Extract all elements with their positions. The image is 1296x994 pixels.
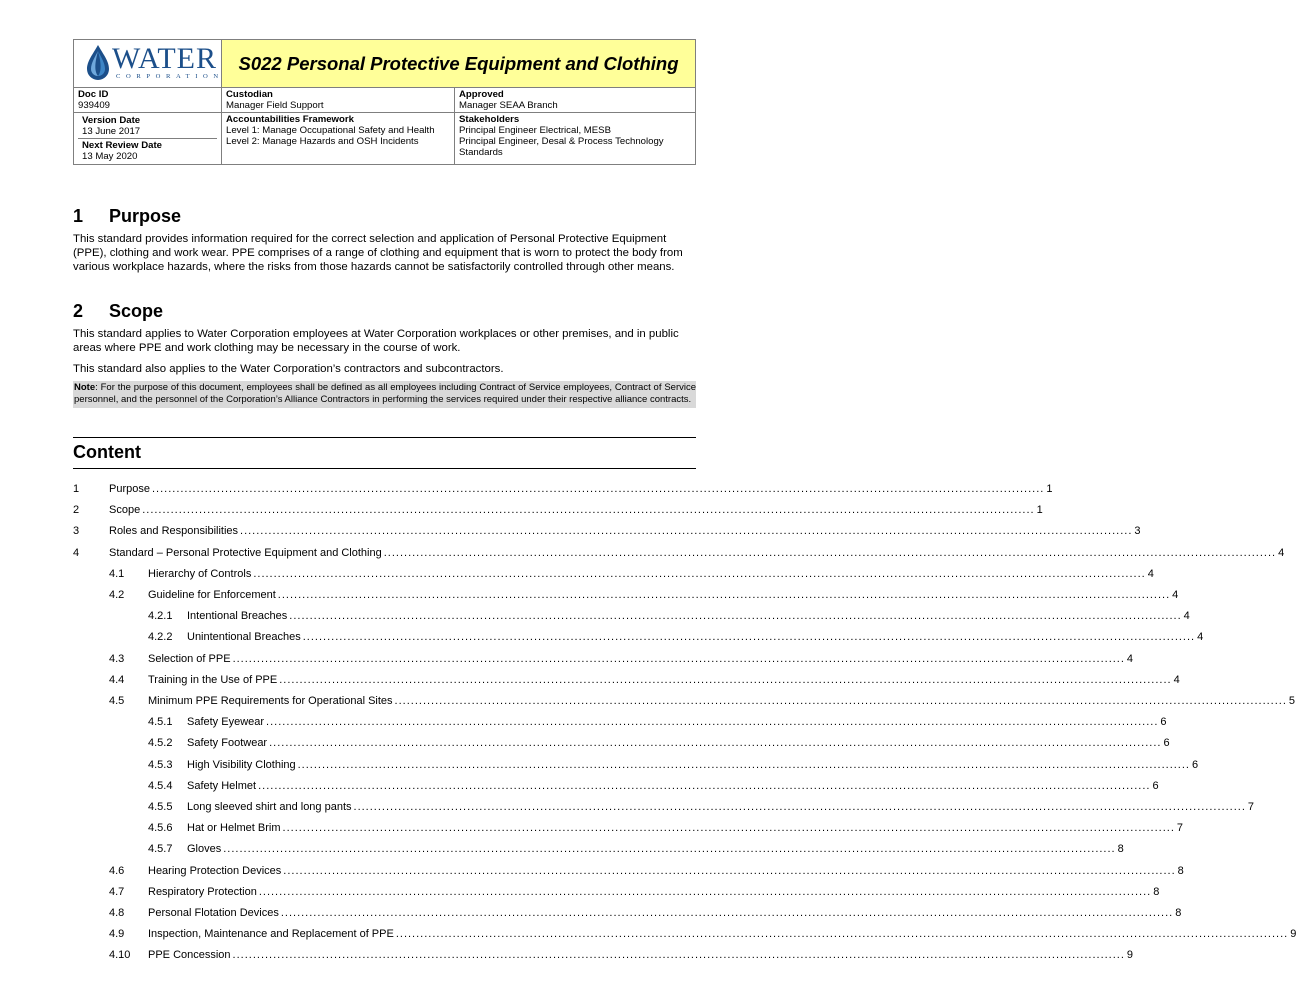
logo-subtitle: CORPORATION xyxy=(116,73,224,80)
toc-entry-title: Safety Footwear xyxy=(187,737,268,750)
toc-entry-4-5-1[interactable] xyxy=(73,715,1167,729)
stakeholder-1: Principal Engineer Electrical, MESB xyxy=(459,125,611,136)
content-heading: Content xyxy=(73,442,141,462)
toc-entry-page: 7 xyxy=(1247,801,1254,813)
toc-entry-title: Selection of PPE xyxy=(148,652,231,665)
toc-entry-page: 6 xyxy=(1152,779,1159,792)
toc-entry-title: Personal Flotation Devices xyxy=(148,907,279,919)
toc-entry-4-5[interactable] xyxy=(73,694,1296,708)
toc-entry-number: 4.8 xyxy=(109,907,125,919)
purpose-text: This standard provides information required for the correct selection and application of Personal Protective Equipment (PPE), clothing and work wear. PPE comprises of a range of clothing and equipment that is worn to protect the body from various workplace hazards, where the risks from those hazards cannot be satisfactorily controlled through other means. xyxy=(73,233,683,273)
doc-id-cell xyxy=(74,88,222,113)
toc-entry-number: 3 xyxy=(73,525,80,538)
toc-entry-title: Scope xyxy=(109,504,141,517)
toc-entry-4-5-5[interactable] xyxy=(73,800,1254,814)
toc-dot-leader: ............................................................................................................................................................................................................................ xyxy=(302,631,1196,644)
toc-entry-title: Hierarchy of Controls xyxy=(148,567,252,580)
document-title-cell xyxy=(222,40,696,88)
toc-dot-leader: ............................................................................................................................................................................................................................ xyxy=(232,652,1125,665)
toc-dot-leader: ............................................................................................................................................................................................................................ xyxy=(258,885,1152,898)
toc-entry-page: 1 xyxy=(1046,483,1053,495)
toc-dot-leader: ............................................................................................................................................................................................................................ xyxy=(353,801,1246,813)
toc-entry-page: 4 xyxy=(1126,652,1134,665)
next-review-label: Next Review Date xyxy=(82,140,162,151)
purpose-title: Purpose xyxy=(109,206,182,226)
toc-dot-leader: ............................................................................................................................................................................................................................ xyxy=(283,864,1176,877)
approved-label: Approved xyxy=(459,89,504,100)
toc-dot-leader: ............................................................................................................................................................................................................................ xyxy=(151,483,1045,495)
toc-entry-title: Respiratory Protection xyxy=(148,885,257,898)
toc-entry-page: 7 xyxy=(1176,822,1184,835)
toc-entry-number: 4.6 xyxy=(109,864,125,877)
scope-text-1: This standard applies to Water Corporation employees at Water Corporation workplaces or other premises, and in public areas where PPE and work clothing may be necessary in the course of work. xyxy=(73,328,679,354)
toc-dot-leader: ............................................................................................................................................................................................................................ xyxy=(383,546,1277,559)
toc-entry-number: 4.7 xyxy=(109,885,125,898)
toc-entry-title: Gloves xyxy=(187,843,222,856)
toc-entry-3[interactable] xyxy=(73,524,1141,538)
toc-entry-4-7[interactable] xyxy=(73,885,1160,899)
doc-id-label: Doc ID xyxy=(78,89,109,100)
approved-value: Manager SEAA Branch xyxy=(459,100,558,111)
toc-dot-leader: ............................................................................................................................................................................................................................ xyxy=(232,949,1125,962)
toc-entry-2[interactable] xyxy=(73,503,1043,517)
toc-entry-page: 8 xyxy=(1177,864,1184,877)
toc-entry-title: High Visibility Clothing xyxy=(187,758,296,771)
toc-entry-page: 5 xyxy=(1288,695,1296,707)
toc-entry-number: 4.5 xyxy=(109,695,125,707)
toc-dot-leader: ............................................................................................................................................................................................................................ xyxy=(269,737,1162,750)
toc-entry-number: 4.9 xyxy=(109,928,125,941)
toc-entry-number: 4.2.2 xyxy=(148,631,173,644)
logo-wordmark: WATER xyxy=(112,42,217,75)
version-date-block xyxy=(78,114,217,139)
toc-entry-page: 4 xyxy=(1197,631,1204,644)
custodian-value: Manager Field Support xyxy=(226,100,324,111)
toc-entry-page: 8 xyxy=(1153,885,1160,898)
toc-entry-number: 4.3 xyxy=(109,652,125,665)
toc-dot-leader: ............................................................................................................................................................................................................................ xyxy=(282,822,1175,835)
scope-text-2: This standard also applies to the Water Corporation’s contractors and subcontractors. xyxy=(73,363,504,375)
toc-entry-1[interactable] xyxy=(73,482,1053,496)
document-header-table xyxy=(73,39,696,165)
toc-entry-4-5-2[interactable] xyxy=(73,736,1170,750)
toc-entry-4-1[interactable] xyxy=(73,567,1154,581)
toc-entry-title: Hearing Protection Devices xyxy=(148,864,282,877)
purpose-number: 1 xyxy=(73,206,84,226)
toc-entry-number: 4.5.5 xyxy=(148,801,173,813)
toc-entry-4-6[interactable] xyxy=(73,864,1184,878)
content-bottom-rule xyxy=(73,468,696,469)
document-title: S022 Personal Protective Equipment and Clothing xyxy=(238,52,679,74)
water-drop-icon xyxy=(84,44,112,82)
toc-entry-page: 1 xyxy=(1036,504,1043,517)
toc-entry-title: PPE Concession xyxy=(148,949,231,962)
scope-note xyxy=(73,381,696,408)
scope-heading xyxy=(73,300,163,322)
toc-entry-4[interactable] xyxy=(73,546,1285,560)
toc-entry-4-2-1[interactable] xyxy=(73,609,1190,623)
dates-cell xyxy=(74,113,222,165)
toc-dot-leader: ............................................................................................................................................................................................................................ xyxy=(277,589,1171,601)
toc-entry-4-5-6[interactable] xyxy=(73,821,1184,835)
version-date-label: Version Date xyxy=(82,115,141,126)
toc-entry-title: Minimum PPE Requirements for Operational Sites xyxy=(148,695,393,707)
toc-entry-title: Unintentional Breaches xyxy=(187,631,301,644)
toc-entry-page: 4 xyxy=(1172,589,1179,601)
toc-entry-number: 4 xyxy=(73,546,80,559)
logo-cell xyxy=(74,40,222,88)
toc-entry-number: 4.5.1 xyxy=(148,716,173,729)
toc-entry-number: 4.5.4 xyxy=(148,779,173,792)
toc-entry-page: 9 xyxy=(1290,928,1296,941)
purpose-heading xyxy=(73,205,181,227)
toc-entry-number: 4.1 xyxy=(109,567,125,580)
toc-entry-page: 4 xyxy=(1147,567,1154,580)
next-review-block xyxy=(78,139,217,163)
toc-entry-title: Purpose xyxy=(109,483,150,495)
toc-entry-title: Roles and Responsibilities xyxy=(109,525,239,538)
accountabilities-label: Accountabilities Framework xyxy=(226,114,354,125)
toc-entry-number: 2 xyxy=(73,504,80,517)
toc-dot-leader: ............................................................................................................................................................................................................................ xyxy=(289,610,1182,623)
toc-dot-leader: ............................................................................................................................................................................................................................ xyxy=(394,695,1287,707)
toc-dot-leader: ............................................................................................................................................................................................................................ xyxy=(280,907,1174,919)
toc-entry-page: 3 xyxy=(1134,525,1141,538)
toc-entry-page: 6 xyxy=(1163,737,1170,750)
stakeholders-cell xyxy=(455,113,696,165)
water-corporation-logo xyxy=(74,40,224,87)
toc-entry-page: 4 xyxy=(1278,546,1285,559)
content-top-rule xyxy=(73,437,696,438)
toc-entry-title: Training in the Use of PPE xyxy=(148,673,278,686)
toc-entry-title: Guideline for Enforcement xyxy=(148,589,276,601)
toc-dot-leader: ............................................................................................................................................................................................................................ xyxy=(240,525,1133,538)
accountabilities-cell xyxy=(222,113,455,165)
toc-entry-4-5-7[interactable] xyxy=(73,842,1124,856)
toc-entry-title: Safety Helmet xyxy=(187,779,257,792)
stakeholders-label: Stakeholders xyxy=(459,114,520,125)
toc-entry-title: Long sleeved shirt and long pants xyxy=(187,801,352,813)
toc-dot-leader: ............................................................................................................................................................................................................................ xyxy=(223,843,1116,856)
toc-entry-title: Hat or Helmet Brim xyxy=(187,822,281,835)
toc-entry-4-2[interactable] xyxy=(73,588,1179,602)
toc-entry-number: 4.5.6 xyxy=(148,822,173,835)
toc-dot-leader: ............................................................................................................................................................................................................................ xyxy=(253,567,1146,580)
toc-entry-4-5-3[interactable] xyxy=(73,758,1199,772)
toc-entry-4-9[interactable] xyxy=(73,927,1296,941)
toc-entry-title: Inspection, Maintenance and Replacement of PPE xyxy=(148,928,394,941)
scope-number: 2 xyxy=(73,301,84,321)
toc-entry-page: 8 xyxy=(1117,843,1124,856)
toc-entry-4-5-4[interactable] xyxy=(73,779,1159,793)
next-review-value: 13 May 2020 xyxy=(82,151,138,162)
scope-title: Scope xyxy=(109,301,164,321)
accountabilities-level-2: Level 2: Manage Hazards and OSH Incidents xyxy=(226,136,419,147)
toc-entry-number: 1 xyxy=(73,483,80,495)
toc-entry-title: Intentional Breaches xyxy=(187,610,288,623)
toc-entry-title: Standard – Personal Protective Equipment and Clothing xyxy=(109,546,382,559)
note-label: Note xyxy=(74,382,96,393)
toc-entry-4-2-2[interactable] xyxy=(73,630,1204,644)
toc-dot-leader: ............................................................................................................................................................................................................................ xyxy=(297,758,1190,771)
toc-entry-4-10[interactable] xyxy=(73,948,1134,962)
doc-id-value: 939409 xyxy=(78,100,111,111)
toc-entry-page: 6 xyxy=(1160,716,1167,729)
toc-entry-number: 4.2.1 xyxy=(148,610,173,623)
toc-entry-number: 4.2 xyxy=(109,589,125,601)
toc-entry-4-3[interactable] xyxy=(73,652,1134,666)
approved-cell xyxy=(455,88,696,113)
custodian-label: Custodian xyxy=(226,89,273,100)
toc-entry-page: 4 xyxy=(1183,610,1190,623)
accountabilities-level-1: Level 1: Manage Occupational Safety and Health xyxy=(226,125,435,136)
toc-entry-number: 4.4 xyxy=(109,673,125,686)
toc-entry-page: 9 xyxy=(1126,949,1134,962)
toc-dot-leader: ............................................................................................................................................................................................................................ xyxy=(258,779,1151,792)
note-text: : For the purpose of this document, employees shall be defined as all employees including Contract of Service employees, Contract of Service personnel, and the personnel of the Corporation’s Alliance Contractors in performing the services required under their respective alliance contracts. xyxy=(74,382,696,405)
version-date-value: 13 June 2017 xyxy=(82,126,141,137)
toc-entry-number: 4.5.2 xyxy=(148,737,173,750)
stakeholder-2: Principal Engineer, Desal & Process Technology Standards xyxy=(459,136,664,158)
toc-entry-4-4[interactable] xyxy=(73,673,1180,687)
custodian-cell xyxy=(222,88,455,113)
toc-dot-leader: ............................................................................................................................................................................................................................ xyxy=(395,928,1289,941)
toc-entry-page: 8 xyxy=(1175,907,1182,919)
toc-dot-leader: ............................................................................................................................................................................................................................ xyxy=(279,673,1172,686)
toc-entry-number: 4.5.7 xyxy=(148,843,173,856)
toc-dot-leader: ............................................................................................................................................................................................................................ xyxy=(142,504,1035,517)
toc-entry-number: 4.10 xyxy=(109,949,131,962)
toc-entry-title: Safety Eyewear xyxy=(187,716,265,729)
toc-dot-leader: ............................................................................................................................................................................................................................ xyxy=(266,716,1159,729)
toc-entry-4-8[interactable] xyxy=(73,906,1182,920)
toc-entry-page: 6 xyxy=(1191,758,1199,771)
toc-entry-page: 4 xyxy=(1173,673,1180,686)
toc-entry-number: 4.5.3 xyxy=(148,758,173,771)
